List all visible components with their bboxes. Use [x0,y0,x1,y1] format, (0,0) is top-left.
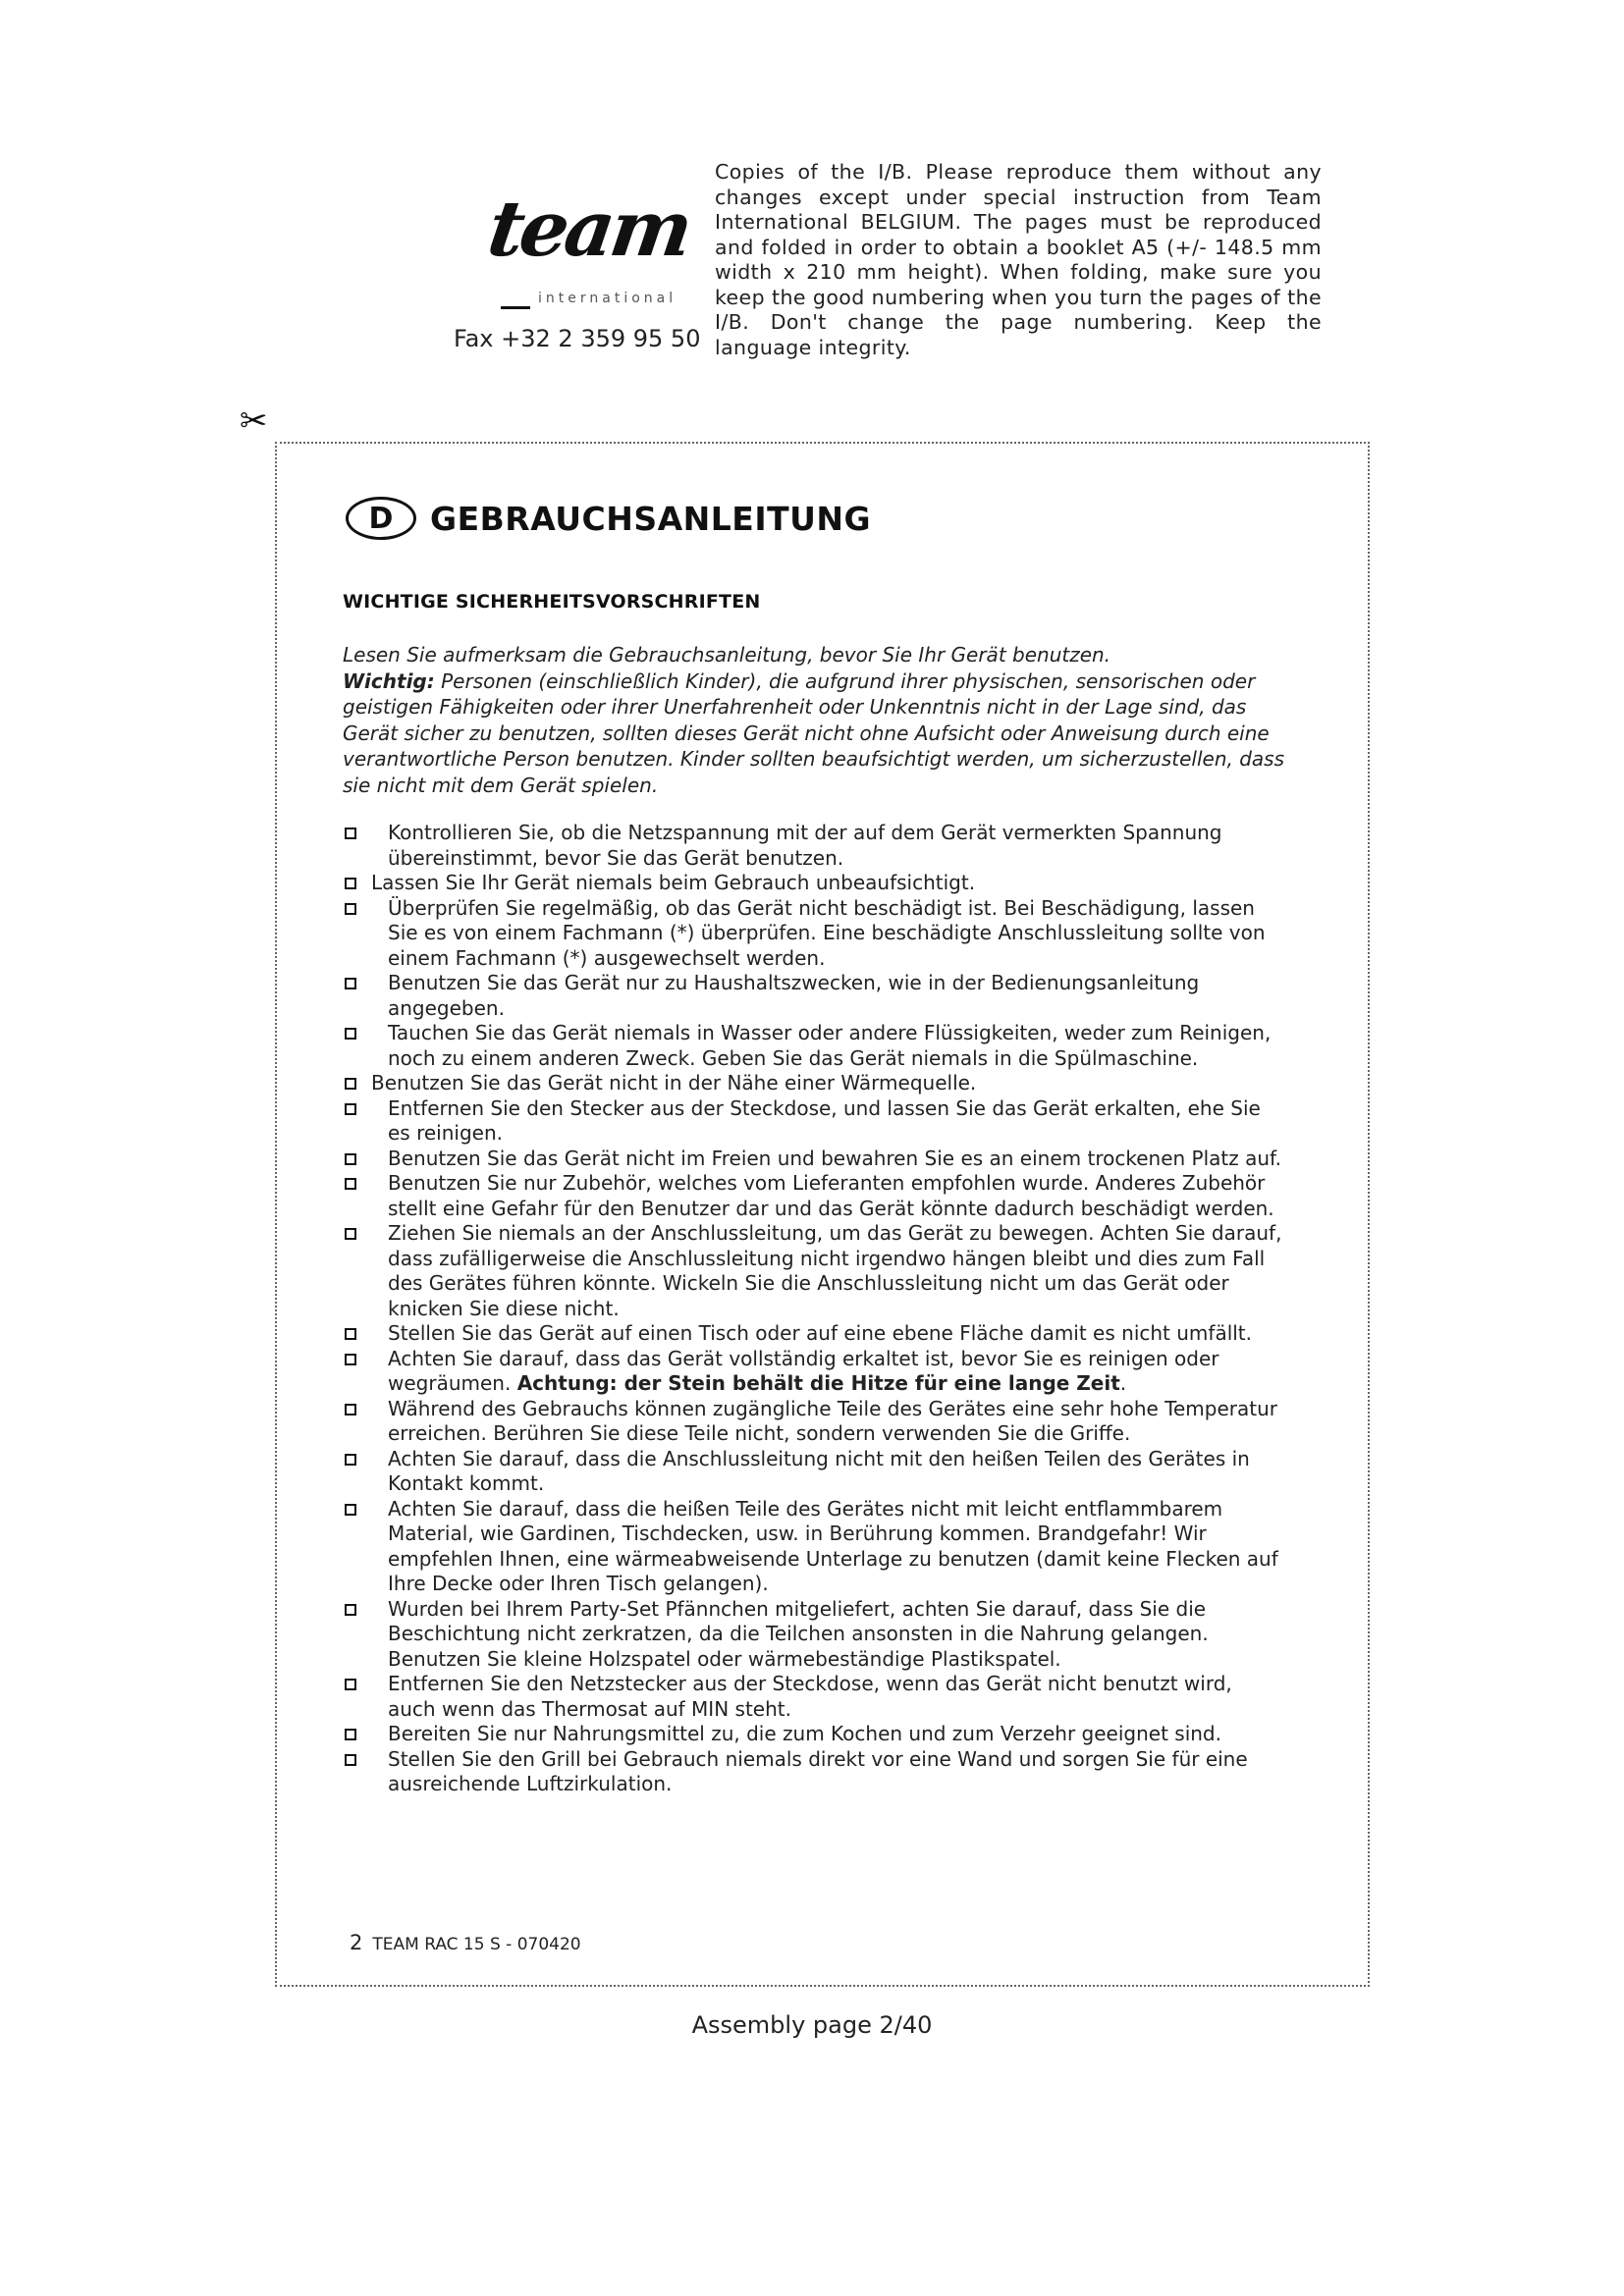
list-item [343,1021,1285,1071]
checkbox-bullet-icon [345,978,356,989]
list-item [343,1397,1285,1447]
checkbox-bullet-icon [345,1228,356,1240]
list-item [343,1321,1285,1347]
language-badge: D [346,497,416,540]
list-item [343,971,1285,1021]
checkbox-bullet-icon [345,1028,356,1040]
list-item-text: Kontrollieren Sie, ob die Netzspannung mit der auf dem Gerät vermerkten Spannung übereinstimmt, bevor Sie das Gerät benutzen. [388,821,1222,870]
checkbox-bullet-icon [345,903,356,915]
checkbox-bullet-icon [345,1153,356,1165]
list-item-text: Während des Gebrauchs können zugängliche Teile des Gerätes eine sehr hohe Temperatur erreichen. Berühren Sie diese Teile nicht, sondern verwenden Sie die Griffe. [388,1396,1277,1445]
team-logo [481,185,695,322]
checkbox-bullet-icon [345,1178,356,1190]
list-item [343,1096,1285,1147]
list-item-text: Benutzen Sie das Gerät nicht in der Nähe einer Wärmequelle. [371,1071,977,1095]
checkbox-bullet-icon [345,1729,356,1740]
list-item [343,1672,1285,1722]
checkbox-bullet-icon [345,1404,356,1415]
list-item-text: Achten Sie darauf, dass die heißen Teile des Gerätes nicht mit leicht entflammbarem Material, wie Gardinen, Tischdecken, usw. in Berührung kommen. Brandgefahr! Wir empfehlen Ihnen, eine wärmeabweisende Unterlage zu benutzen (damit keine Flecken auf Ihre Decke oder Ihren Tisch gelangen). [388,1496,1278,1595]
fax-number: Fax +32 2 359 95 50 [454,325,701,352]
list-item [343,1497,1285,1597]
list-item-text: Benutzen Sie das Gerät nicht im Freien und bewahren Sie es an einem trockenen Platz auf. [388,1146,1281,1170]
list-item [343,1447,1285,1497]
important-label: Wichtig: [343,668,435,693]
list-item [343,871,1285,896]
checkbox-bullet-icon [345,1454,356,1466]
intro-paragraph [343,642,1305,798]
page-title [346,493,871,544]
list-item-text: Wurden bei Ihrem Party-Set Pfännchen mitgeliefert, achten Sie darauf, dass Sie die Beschichtung nicht zerkratzen, da die Teilchen ansonsten in die Nahrung gelangen. Benutzen Sie kleine Holzspatel oder wärmebeständige Plastikspatel. [388,1596,1209,1671]
list-item [343,1597,1285,1673]
section-heading: WICHTIGE SICHERHEITSVORSCHRIFTEN [343,591,761,613]
list-item [343,1071,1285,1096]
intro-important [343,668,1305,799]
list-item-text: Benutzen Sie das Gerät nur zu Haushaltszwecken, wie in der Bedienungsanleitung angegeben. [388,971,1200,1020]
list-item [343,1347,1285,1397]
list-item-text: Achten Sie darauf, dass die Anschlussleitung nicht mit den heißen Teilen des Gerätes in Kontakt kommt. [388,1446,1250,1495]
page-number: 2 [350,1931,363,1954]
list-item [343,1147,1285,1172]
list-item [343,896,1285,972]
list-item-text: Bereiten Sie nur Nahrungsmittel zu, die zum Kochen und zum Verzehr geeignet sind. [388,1722,1221,1745]
list-item-text: Lassen Sie Ihr Gerät niemals beim Gebrauch unbeaufsichtigt. [371,871,976,894]
checkbox-bullet-icon [345,1328,356,1340]
list-item-text: Stellen Sie das Gerät auf einen Tisch oder auf eine ebene Fläche damit es nicht umfällt. [388,1321,1253,1345]
checkbox-bullet-icon [345,1604,356,1616]
copies-instruction: Copies of the I/B. Please reproduce them without any changes except under special instruction from Team International BELGIUM. The pages must be reproduced and folded in order to obtain a booklet A5 (+/- 148.5 mm width x 210 mm height). When folding, make sure you keep the good numbering when you turn the pages of the I/B. Don't change the page numbering. Keep the language integrity. [715,160,1322,359]
checkbox-bullet-icon [345,1754,356,1766]
checkbox-bullet-icon [345,878,356,889]
list-item-warning: Achtung: der Stein behält die Hitze für eine lange Zeit [516,1371,1120,1395]
scissors-icon: ✂ [240,401,268,441]
list-item [343,1722,1285,1747]
intro-line: Lesen Sie aufmerksam die Gebrauchsanleitung, bevor Sie Ihr Gerät benutzen. [343,643,1111,667]
checkbox-bullet-icon [345,1078,356,1090]
list-item [343,821,1285,871]
checkbox-bullet-icon [345,1679,356,1690]
list-item-text: Stellen Sie den Grill bei Gebrauch niemals direkt vor eine Wand und sorgen Sie für eine ausreichende Luftzirkulation. [388,1746,1248,1795]
checkbox-bullet-icon [345,1354,356,1365]
list-item-suffix: . [1119,1371,1127,1395]
logo-wordmark: team [482,185,695,274]
safety-list [343,821,1285,1797]
list-item-text: Benutzen Sie nur Zubehör, welches vom Lieferanten empfohlen wurde. Anderes Zubehör stellt eine Gefahr für den Benutzer dar und das Gerät könnte dadurch beschädigt werden. [388,1171,1274,1220]
checkbox-bullet-icon [345,1504,356,1516]
list-item-text: Überprüfen Sie regelmäßig, ob das Gerät nicht beschädigt ist. Bei Beschädigung, lassen Sie es von einem Fachmann (*) überprüfen. Eine beschädigte Anschlussleitung sollte von einem Fachmann (*) ausgewechselt werden. [388,895,1266,970]
list-item-text: Entfernen Sie den Netzstecker aus der Steckdose, wenn das Gerät nicht benutzt wird, auch wenn das Thermosat auf MIN steht. [388,1672,1232,1721]
important-text: Personen (einschließlich Kinder), die aufgrund ihrer physischen, sensorischen oder geistigen Fähigkeiten oder ihrer Unerfahrenheit oder Unkenntnis nicht in der Lage sind, das Gerät sicher zu benutzen, sollten dieses Gerät nicht ohne Aufsicht oder Anweisung durch eine verantwortliche Person benutzen. Kinder sollten beaufsichtigt werden, um sicherzustellen, dass sie nicht mit dem Gerät spielen. [343,668,1285,797]
list-item [343,1171,1285,1221]
model-code: TEAM RAC 15 S - 070420 [372,1935,581,1954]
list-item [343,1747,1285,1797]
logo-underline [501,306,530,309]
logo-subtext: international [538,291,677,306]
checkbox-bullet-icon [345,828,356,839]
title-text: GEBRAUCHSANLEITUNG [430,499,872,538]
list-item-text: Tauchen Sie das Gerät niemals in Wasser oder andere Flüssigkeiten, weder zum Reinigen, noch zu einem anderen Zweck. Geben Sie das Gerät niemals in die Spülmaschine. [388,1021,1272,1070]
list-item-text: Ziehen Sie niemals an der Anschlussleitung, um das Gerät zu bewegen. Achten Sie darauf, dass zufälligerweise die Anschlussleitung nicht irgendwo hängen bleibt und dies zum Fall des Gerätes führen könnte. Wickeln Sie die Anschlussleitung nicht um das Gerät oder knicken Sie diese nicht. [388,1221,1282,1320]
assembly-page-label: Assembly page 2/40 [691,2011,933,2039]
list-item [343,1221,1285,1321]
checkbox-bullet-icon [345,1103,356,1115]
list-item-text: Entfernen Sie den Stecker aus der Steckdose, und lassen Sie das Gerät erkalten, ehe Sie es reinigen. [388,1095,1261,1145]
page-footer [350,1931,581,1954]
list-item-text: Achten Sie darauf, dass das Gerät vollständig erkaltet ist, bevor Sie es reinigen oder wegräumen. [388,1346,1219,1395]
